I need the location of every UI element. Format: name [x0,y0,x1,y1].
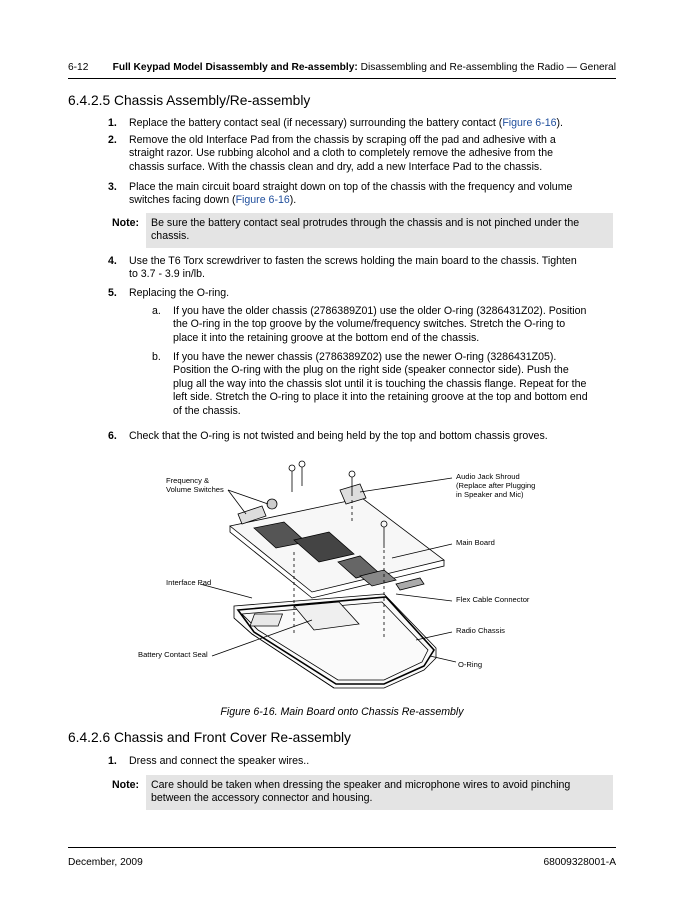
figure-link[interactable]: Figure 6-16 [235,194,290,207]
battery-contact-seal-shape [250,614,282,626]
substep-text-line: left side. Stretch the O-ring to place it into the retaining groove at the top and bottom end [173,391,588,404]
substep-letter: a. [152,305,161,317]
step-text-line: straight razor. Use rubbing alcohol and a cloth to completely remove the adhesive from the [129,147,553,160]
callout-interface-pad: Interface Pad [166,578,212,587]
step-text-tail: ). [289,194,297,207]
footer-doc-number: 68009328001-A [543,857,616,868]
section-heading-front-cover: 6.4.2.6 Chassis and Front Cover Re-assembly [68,730,351,745]
note-box [146,775,613,810]
footer-rule [68,847,616,848]
callout-line: (Replace after Plugging [456,481,536,490]
header-page-number: 6-12 [68,62,89,73]
header-title-rest: Disassembling and Re-assembling the Radio — General [357,62,616,73]
substep-letter: b. [152,351,161,363]
step-text-line: Remove the old Interface Pad from the chassis by scraping off the pad and adhesive with a [129,134,556,146]
step-number: 1. [108,117,117,129]
step-text-line: Use the T6 Torx screwdriver to fasten the screws holding the main board to the chassis. Tighten [129,255,577,267]
callout-main-board: Main Board [456,538,495,547]
step-number: 5. [108,287,117,299]
header-rule [68,78,616,79]
callout-audio-jack-shroud [456,472,535,499]
figure-link[interactable]: Figure 6-16 [502,117,557,129]
note-text-line: chassis. [151,230,190,243]
step-text-line: to 3.7 - 3.9 in/lb. [129,268,205,281]
callout-o-ring: O-Ring [458,660,483,669]
substep-text-line: Position the O-ring with the plug on the right side (speaker connector side). Push the [173,364,569,377]
step-number: 1. [108,755,117,767]
callout-radio-chassis: Radio Chassis [456,626,505,635]
step-text-line: Place the main circuit board straight down on top of the chassis with the frequency and volume [129,181,573,193]
step-text: Replace the battery contact seal (if necessary) surrounding the battery contact ( [129,117,503,129]
callout-line: in Speaker and Mic) [456,490,524,499]
step-text-line: chassis surface. With the chassis clean and dry, add a new Interface Pad to the chassis. [129,160,543,173]
step-text-line: Dress and connect the speaker wires.. [129,755,310,767]
callout-line: Volume Switches [166,485,224,494]
substep-text-line: the O-ring in the top groove by the volume/frequency switches. Stretch the O-ring to [173,318,566,331]
callout-flex-cable-connector: Flex Cable Connector [456,595,530,604]
callout-battery-contact-seal: Battery Contact Seal [138,650,208,659]
section-heading-chassis-assembly: 6.4.2.5 Chassis Assembly/Re-assembly [68,93,311,108]
note-text-line: Be sure the battery contact seal protrudes through the chassis and is not pinched under the [151,217,580,229]
substep-text-line: If you have the older chassis (2786389Z01) use the older O-ring (3286431Z02). Position [173,305,587,317]
callout-frequency-volume-switches [166,476,224,494]
figure-main-board-assembly [134,456,544,696]
note-label: Note: [112,779,140,791]
step-text-tail: ). [556,117,563,129]
substep-text-line: of the chassis. [173,404,241,417]
step-text-line: switches facing down ( [129,194,236,207]
step-text-line: Check that the O-ring is not twisted and being held by the top and bottom chassis groves. [129,430,548,442]
header-title [113,62,616,73]
step-number: 3. [108,181,117,193]
note-text-line: between the accessory connector and housing. [151,792,373,805]
note-box [146,213,613,248]
figure-caption: Figure 6-16. Main Board onto Chassis Re-assembly [220,706,464,718]
substep-text-line: place it into the retaining groove at the bottom end of the chassis. [173,331,480,344]
callout-line: Audio Jack Shroud [456,472,520,481]
substep-text-line: plug all the way into the chassis slot until it is touching the chassis flange. Repeat for the [173,377,587,390]
step-number: 2. [108,134,117,146]
header-title-bold: Full Keypad Model Disassembly and Re-assembly: [112,62,358,73]
substep-text-line: If you have the newer chassis (2786389Z02) use the newer O-ring (3286431Z05). [173,351,557,363]
note-text-line: Care should be taken when dressing the speaker and microphone wires to avoid pinching [151,779,571,791]
footer-date: December, 2009 [68,857,143,868]
step-number: 6. [108,430,117,442]
callout-line: Frequency & [166,476,210,485]
step-number: 4. [108,255,117,267]
note-label: Note: [112,217,140,229]
step-text-line: Replacing the O-ring. [129,287,230,299]
